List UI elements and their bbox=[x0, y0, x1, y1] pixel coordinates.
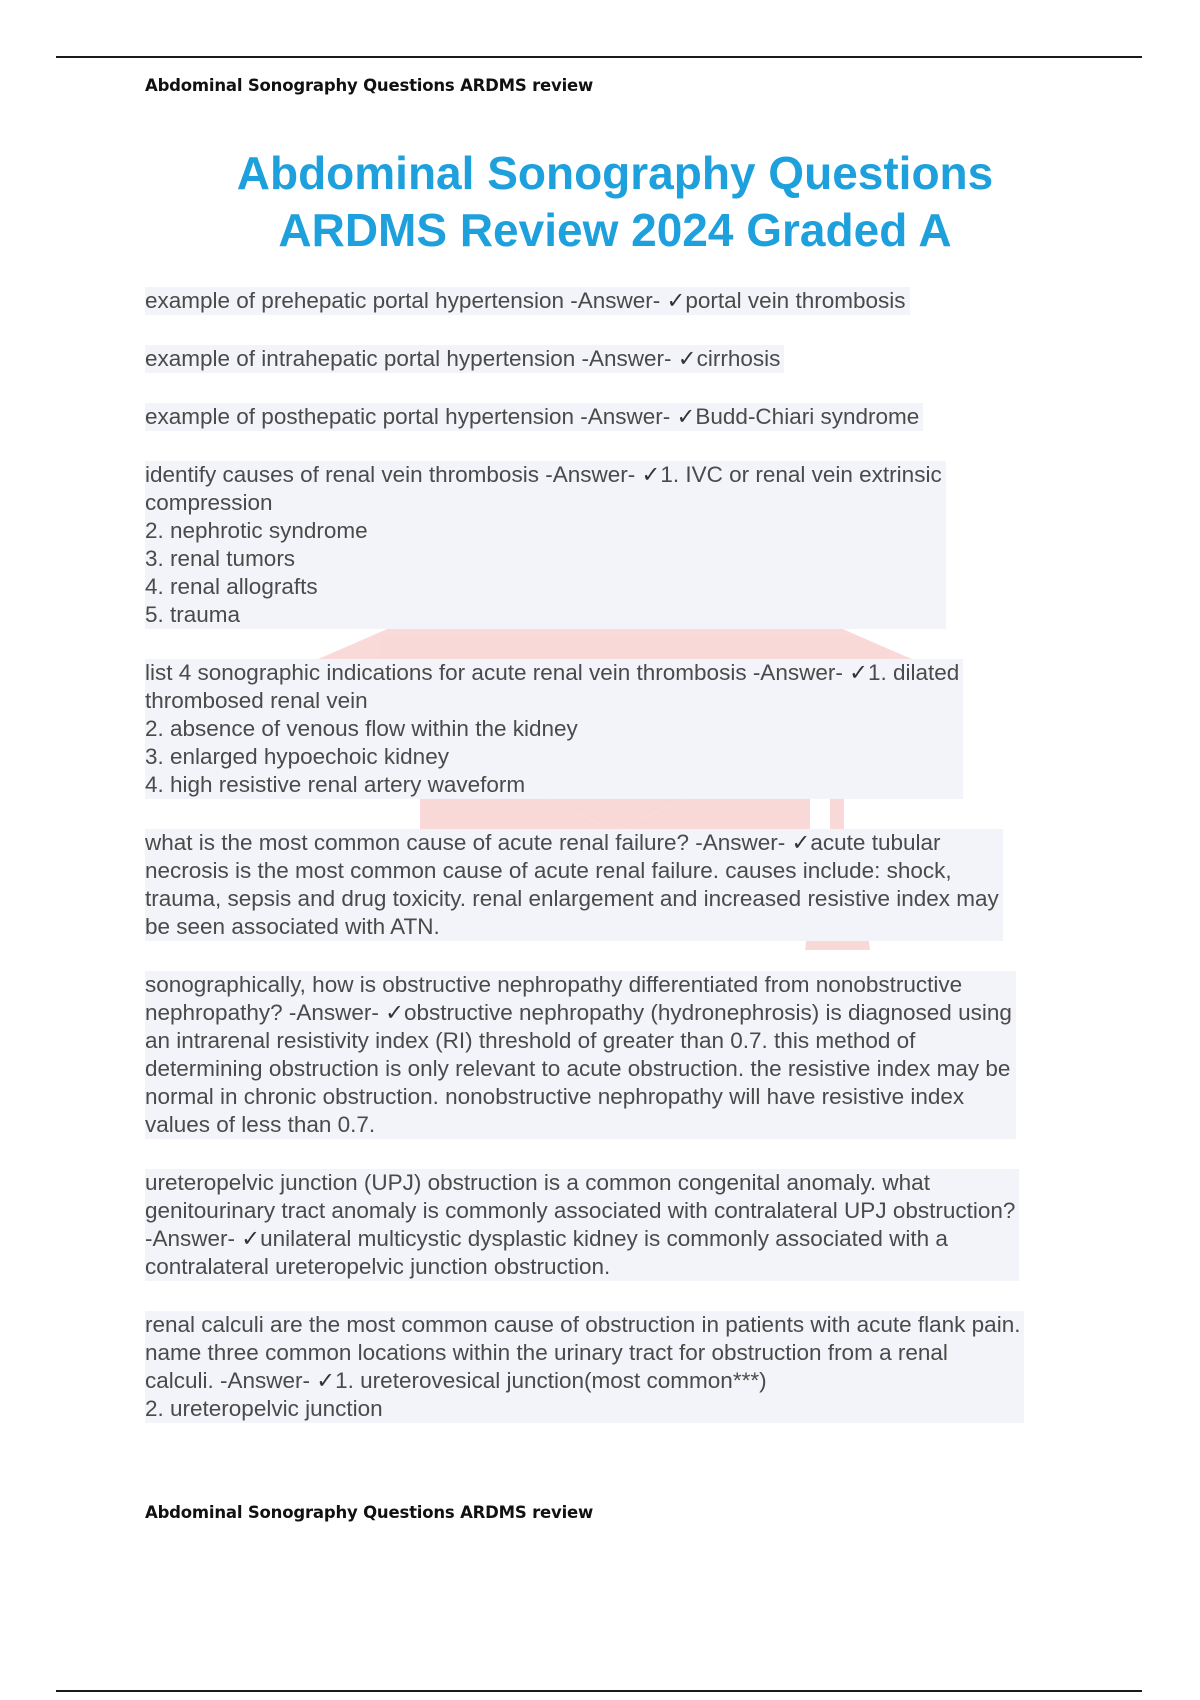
answer-line: normal in chronic obstruction. nonobstructive nephropathy will have resistive index bbox=[145, 1084, 965, 1109]
question-text: example of prehepatic portal hypertension -Answer- bbox=[145, 288, 667, 313]
question-text: calculi. -Answer- bbox=[145, 1368, 317, 1393]
checkmark-icon: ✓ bbox=[849, 660, 868, 685]
question-answer-line bbox=[145, 287, 906, 315]
answer-text: cirrhosis bbox=[696, 346, 781, 371]
answer-text: Budd-Chiari syndrome bbox=[695, 404, 920, 429]
answer-line: 4. high resistive renal artery waveform bbox=[145, 772, 526, 797]
qa-item bbox=[145, 829, 1003, 941]
question-answer-line bbox=[145, 345, 780, 373]
question-answer-line bbox=[145, 403, 919, 431]
answer-line: an intrarenal resistivity index (RI) threshold of greater than 0.7. this method of bbox=[145, 1028, 916, 1053]
top-rule bbox=[56, 56, 1142, 58]
question-text: -Answer- bbox=[145, 1226, 242, 1251]
answer-line: thrombosed renal vein bbox=[145, 688, 368, 713]
qa-item bbox=[145, 1169, 1019, 1281]
qa-item bbox=[145, 461, 946, 629]
question-answer-line bbox=[145, 1225, 1015, 1253]
question-line: name three common locations within the urinary tract for obstruction from a renal bbox=[145, 1340, 948, 1365]
answer-line: 4. renal allografts bbox=[145, 574, 318, 599]
qa-item bbox=[145, 971, 1016, 1139]
answer-text: portal vein thrombosis bbox=[685, 288, 906, 313]
qa-item bbox=[145, 287, 910, 315]
question-line: genitourinary tract anomaly is commonly associated with contralateral UPJ obstruction? bbox=[145, 1198, 1016, 1223]
answer-text: obstructive nephropathy (hydronephrosis) is diagnosed using bbox=[404, 1000, 1012, 1025]
question-answer-line bbox=[145, 829, 999, 857]
bottom-rule bbox=[56, 1690, 1142, 1692]
title-line-1: Abdominal Sonography Questions bbox=[236, 147, 994, 199]
question-answer-line bbox=[145, 999, 1012, 1027]
answer-line: 3. enlarged hypoechoic kidney bbox=[145, 744, 449, 769]
answer-line: be seen associated with ATN. bbox=[145, 914, 440, 939]
qa-item bbox=[145, 1311, 1024, 1423]
question-line: ureteropelvic junction (UPJ) obstruction is a common congenital anomaly. what bbox=[145, 1170, 930, 1195]
question-text: nephropathy? -Answer- bbox=[145, 1000, 386, 1025]
question-answer-line bbox=[145, 659, 959, 687]
running-footer: Abdominal Sonography Questions ARDMS review bbox=[145, 1503, 594, 1522]
checkmark-icon: ✓ bbox=[385, 1000, 404, 1025]
question-text: list 4 sonographic indications for acute renal vein thrombosis -Answer- bbox=[145, 660, 850, 685]
question-text: example of posthepatic portal hypertension -Answer- bbox=[145, 404, 677, 429]
answer-line: 2. ureteropelvic junction bbox=[145, 1396, 383, 1421]
answer-text: unilateral multicystic dysplastic kidney is commonly associated with a bbox=[260, 1226, 948, 1251]
answer-line: compression bbox=[145, 490, 273, 515]
answer-line: contralateral ureteropelvic junction obstruction. bbox=[145, 1254, 611, 1279]
answer-text: 1. dilated bbox=[867, 660, 960, 685]
checkmark-icon: ✓ bbox=[641, 462, 661, 487]
question-answer-line bbox=[145, 461, 942, 489]
question-answer-line bbox=[145, 1367, 1020, 1395]
checkmark-icon: ✓ bbox=[666, 288, 686, 313]
question-text: example of intrahepatic portal hypertension -Answer- bbox=[145, 346, 678, 371]
answer-line: determining obstruction is only relevant to acute obstruction. the resistive index may be bbox=[145, 1056, 1011, 1081]
checkmark-icon: ✓ bbox=[676, 404, 696, 429]
answer-line: necrosis is the most common cause of acute renal failure. causes include: shock, bbox=[145, 858, 952, 883]
answer-line: 2. absence of venous flow within the kidney bbox=[145, 716, 578, 741]
question-text: identify causes of renal vein thrombosis -Answer- bbox=[145, 462, 642, 487]
checkmark-icon: ✓ bbox=[791, 830, 811, 855]
answer-line: 3. renal tumors bbox=[145, 546, 296, 571]
answer-text: 1. IVC or renal vein extrinsic bbox=[660, 462, 942, 487]
answer-text: acute tubular bbox=[810, 830, 941, 855]
answer-line: values of less than 0.7. bbox=[145, 1112, 376, 1137]
question-line: renal calculi are the most common cause of obstruction in patients with acute flank pain. bbox=[145, 1312, 1021, 1337]
answer-line: 2. nephrotic syndrome bbox=[145, 518, 368, 543]
checkmark-icon: ✓ bbox=[677, 346, 697, 371]
qa-item bbox=[145, 345, 784, 373]
answer-line: trauma, sepsis and drug toxicity. renal enlargement and increased resistive index may bbox=[145, 886, 999, 911]
answer-line: 5. trauma bbox=[145, 602, 241, 627]
document-title bbox=[145, 145, 1085, 259]
question-text: what is the most common cause of acute renal failure? -Answer- bbox=[145, 830, 792, 855]
title-line-2: ARDMS Review 2024 Graded A bbox=[278, 204, 952, 256]
qa-item bbox=[145, 659, 963, 799]
answer-text: 1. ureterovesical junction(most common***) bbox=[335, 1368, 767, 1393]
qa-list bbox=[145, 287, 1095, 1453]
qa-item bbox=[145, 403, 923, 431]
checkmark-icon: ✓ bbox=[241, 1226, 261, 1251]
running-header: Abdominal Sonography Questions ARDMS review bbox=[145, 76, 594, 95]
question-line: sonographically, how is obstructive nephropathy differentiated from nonobstructive bbox=[145, 972, 963, 997]
checkmark-icon: ✓ bbox=[316, 1368, 336, 1393]
